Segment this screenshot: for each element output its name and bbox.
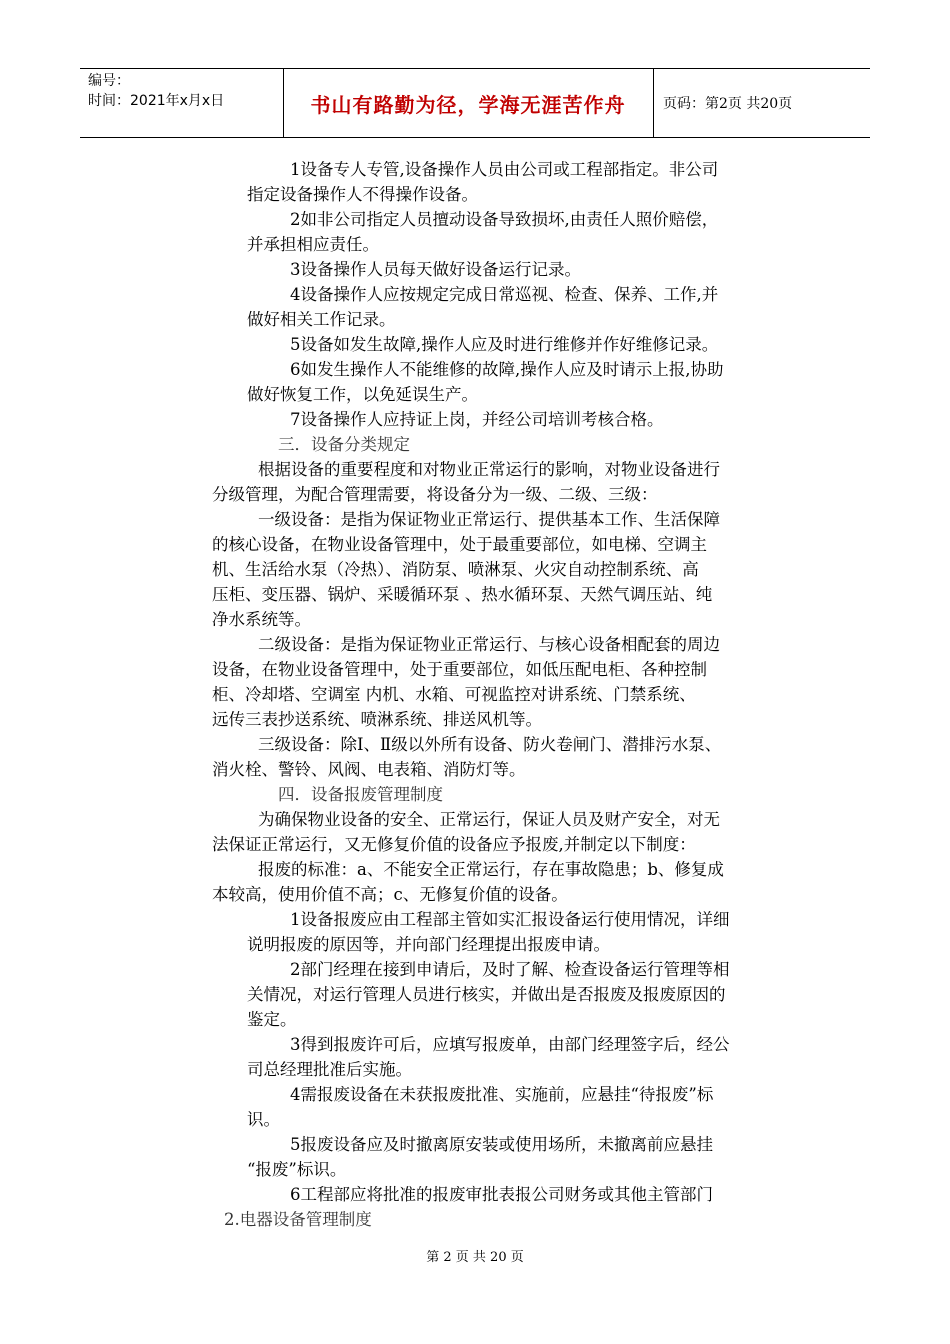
paragraph-line: 2部门经理在接到申请后，及时了解、检查设备运行管理等相 [290,960,730,979]
paragraph-line: 本较高，使用价值不高；c、无修复价值的设备。 [212,885,568,904]
header-meta [88,71,283,111]
paragraph-line: 1设备专人专管,设备操作人员由公司或工程部指定。非公司 [290,160,719,179]
paragraph-line: 机、生活给水泵（冷热）、消防泵、喷淋泵、火灾自动控制系统、高 [212,560,699,579]
paragraph-line: 设备，在物业设备管理中，处于重要部位，如低压配电柜、各种控制 [212,660,707,679]
paragraph-line: 三级设备：除Ⅰ、Ⅱ级以外所有设备、防火卷闸门、潜排污水泵、 [258,735,722,754]
paragraph-line: 消火栓、警铃、风阀、电表箱、消防灯等。 [212,760,526,779]
paragraph-line: 鉴定。 [247,1010,297,1029]
paragraph-line: 并承担相应责任。 [247,235,379,254]
paragraph-line: 的核心设备，在物业设备管理中，处于最重要部位，如电梯、空调主 [212,535,707,554]
paragraph-line: 根据设备的重要程度和对物业正常运行的影响，对物业设备进行 [258,460,720,479]
paragraph-line: 二级设备：是指为保证物业正常运行、与核心设备相配套的周边 [258,635,720,654]
paragraph-line: 压柜、变压器、锅炉、采暖循环泵 、热水循环泵、天然气调压站、纯 [212,585,713,604]
paragraph-line: 2如非公司指定人员擅动设备导致损坏,由责任人照价赔偿， [290,210,719,229]
header-motto: 书山有路勤为径，学海无涯苦作舟 [310,92,626,117]
paragraph-line: 6工程部应将批准的报废审批表报公司财务或其他主管部门 [290,1185,713,1204]
paragraph-line: 远传三表抄送系统、喷淋系统、排送风机等。 [212,710,542,729]
paragraph-line: 法保证正常运行，又无修复价值的设备应予报废,并制定以下制度： [212,835,696,854]
paragraph-line: 做好相关工作记录。 [247,310,396,329]
paragraph-line: 报废的标准：a、不能安全正常运行，存在事故隐患；b、修复成 [258,860,724,879]
paragraph-line: 为确保物业设备的安全、正常运行，保证人员及财产安全，对无 [258,810,720,829]
paragraph-line: 分级管理，为配合管理需要，将设备分为一级、二级、三级： [212,485,658,504]
header-divider [653,69,654,137]
paragraph-line: 5设备如发生故障,操作人应及时进行维修并作好维修记录。 [290,335,719,354]
paragraph-line: 柜、冷却塔、空调室 内机、水箱、可视监控对讲系统、门禁系统、 [212,685,696,704]
paragraph-line: 4需报废设备在未获报废批准、实施前，应悬挂“待报废”标 [290,1085,714,1104]
paragraph-line: 净水系统等。 [212,610,311,629]
paragraph-line: 说明报废的原因等，并向部门经理提出报废申请。 [247,935,610,954]
doc-date: 时间：2021年x月x日 [88,93,225,109]
paragraph-line: “报废”标识。 [247,1160,347,1179]
section-heading: 四．设备报废管理制度 [278,785,443,804]
doc-number-label: 编号： [88,73,130,89]
paragraph-line: 指定设备操作人不得操作设备。 [247,185,478,204]
paragraph-line: 3得到报废许可后，应填写报废单，由部门经理签字后，经公 [290,1035,730,1054]
paragraph-line: 司总经理批准后实施。 [247,1060,412,1079]
paragraph-line: 6如发生操作人不能维修的故障,操作人应及时请示上报,协助 [290,360,724,379]
paragraph-line: 一级设备：是指为保证物业正常运行、提供基本工作、生活保障 [258,510,720,529]
paragraph-line: 5报废设备应及时撤离原安装或使用场所，未撤离前应悬挂 [290,1135,713,1154]
paragraph-line: 识。 [247,1110,280,1129]
page-footer: 第 2 页 共 20 页 [426,1250,524,1265]
paragraph-line: 1设备报废应由工程部主管如实汇报设备运行使用情况，详细 [290,910,730,929]
section-heading: 三．设备分类规定 [278,435,410,454]
paragraph-line: 4设备操作人应按规定完成日常巡视、检查、保养、工作,并 [290,285,719,304]
paragraph-line: 3设备操作人员每天做好设备运行记录。 [290,260,581,279]
section-heading: 2.电器设备管理制度 [224,1210,372,1229]
paragraph-line: 7设备操作人应持证上岗，并经公司培训考核合格。 [290,410,664,429]
paragraph-line: 做好恢复工作，以免延误生产。 [247,385,478,404]
paragraph-line: 关情况，对运行管理人员进行核实，并做出是否报废及报废原因的 [247,985,726,1004]
header-page-info: 页码：第2页 共20页 [663,96,793,112]
page-header [80,68,870,138]
